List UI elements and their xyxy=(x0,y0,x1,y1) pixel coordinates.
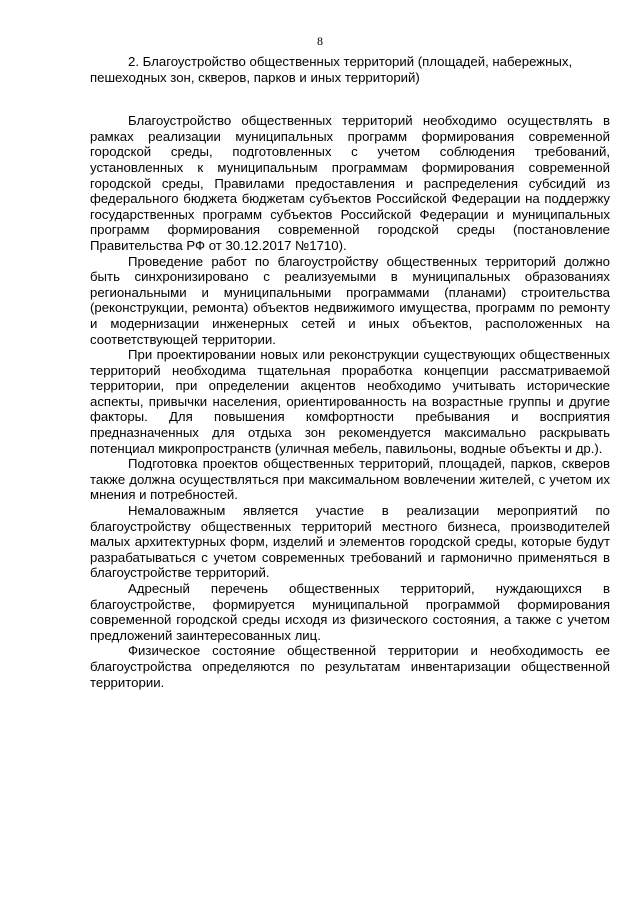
page-number: 8 xyxy=(317,34,323,48)
paragraph-3: При проектировании новых или реконструкции существующих общественных территорий необходима тщательная проработка концепции рассматриваемой территории, при определении акцентов необходимо учитывать исторические аспекты, привычки населения, ориентированность на возрастные группы и другие факторы. Для повышения комфортности пребывания и восприятия предназначенных для отдыха зон рекомендуется максимально раскрывать потенциал микропространств (уличная мебель, павильоны, водные объекты и др.). xyxy=(90,347,610,456)
paragraph-4: Подготовка проектов общественных территорий, площадей, парков, скверов также должна осуществляться при максимальном вовлечении жителей, с учетом их мнения и потребностей. xyxy=(90,456,610,503)
paragraph-6: Адресный перечень общественных территорий, нуждающихся в благоустройстве, формируется муниципальной программой формирования современной городской среды исходя из физического состояния, а также с учетом предложений заинтересованных лиц. xyxy=(90,581,610,643)
paragraph-2: Проведение работ по благоустройству общественных территорий должно быть синхронизировано с реализуемыми в муниципальных образованиях региональными и муниципальными программами (планами) строительства (реконструкции, ремонта) объектов недвижимого имущества, программ по ремонту и модернизации инженерных сетей и иных объектов, расположенных на соответствующей территории. xyxy=(90,253,610,347)
section-heading: 2. Благоустройство общественных территорий (площадей, набережных, пешеходных зон, скверов, парков и иных территорий) xyxy=(90,54,573,85)
document-body xyxy=(90,54,610,690)
paragraph-1: Благоустройство общественных территорий необходимо осуществлять в рамках реализации муниципальных программ формирования современной городской среды, подготовленных с учетом соблюдения требований, установленных к муниципальным программам формирования современной городской среды, Правилами предоставления и распределения субсидий из федерального бюджета бюджетам субъектов Российской Федерации на поддержку государственных программ субъектов Российской Федерации и муниципальных программ формирования современной городской среды (постановление Правительства РФ от 30.12.2017 №1710). xyxy=(90,113,610,253)
paragraph-5: Немаловажным является участие в реализации мероприятий по благоустройству общественных территорий местного бизнеса, производителей малых архитектурных форм, изделий и элементов городской среды, которые будут разрабатываться с учетом современных требований и гармонично применяться в благоустройстве территорий. xyxy=(90,503,610,581)
paragraph-7: Физическое состояние общественной территории и необходимость ее благоустройства определяются по результатам инвентаризации общественной территории. xyxy=(90,643,610,690)
